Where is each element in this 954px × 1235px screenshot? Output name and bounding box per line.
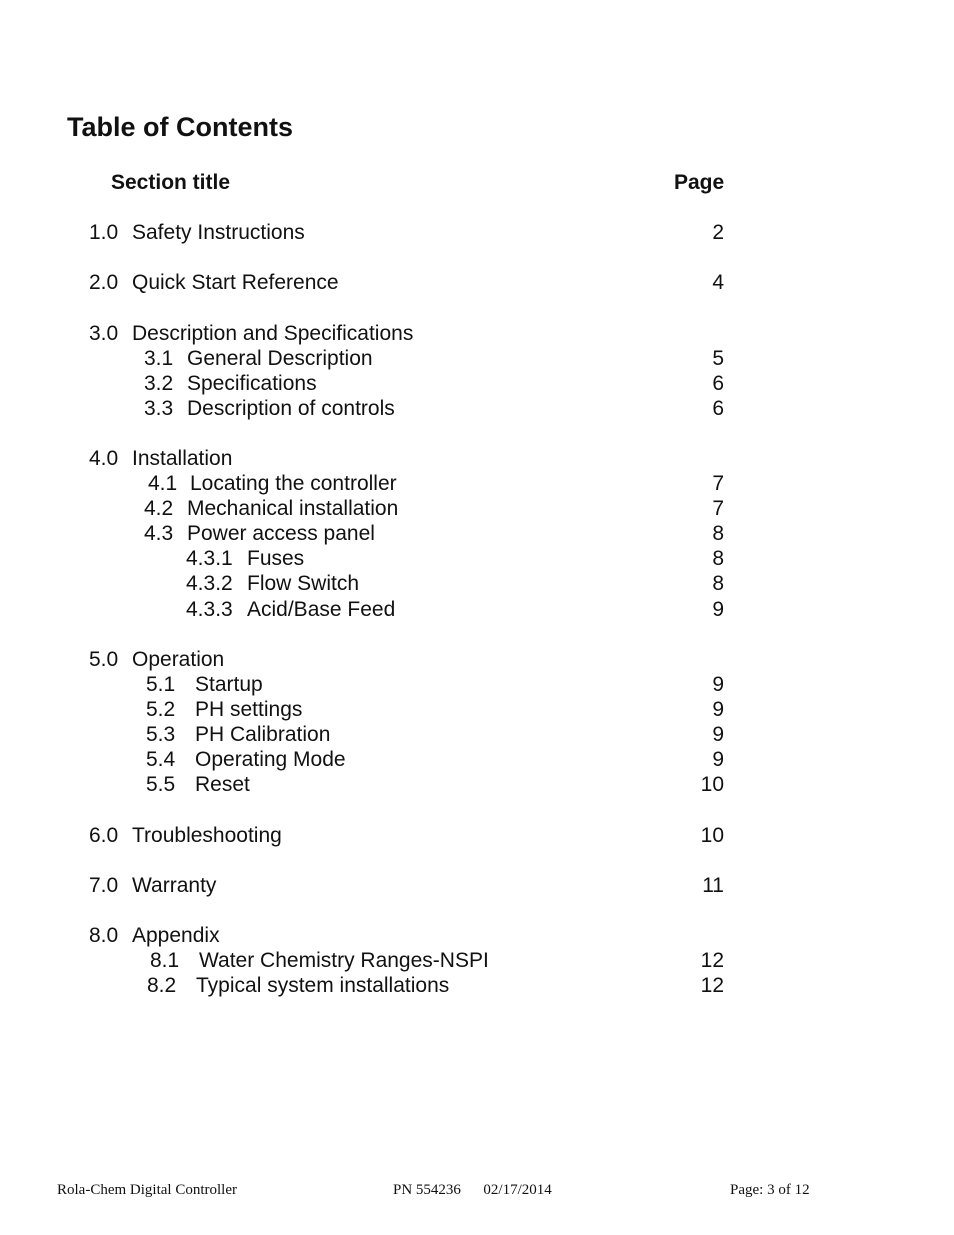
toc-entry-4-3-3 — [0, 598, 954, 623]
entry-number: 1.0 — [89, 221, 119, 244]
toc-entry-7-0 — [0, 874, 954, 899]
entry-title: General Description — [187, 347, 373, 370]
toc-entry-4-3-1 — [0, 547, 954, 572]
entry-number: 3.2 — [144, 372, 174, 395]
entry-page: 6 — [712, 372, 724, 395]
entry-title: Fuses — [247, 547, 305, 570]
entry-page: 5 — [712, 347, 724, 370]
entry-title: Typical system installations — [196, 974, 450, 997]
entry-number: 8.2 — [147, 974, 177, 997]
entry-number: 4.3.2 — [186, 572, 233, 595]
toc-entry-5-0 — [0, 648, 954, 673]
entry-number: 5.2 — [146, 698, 176, 721]
entry-title: Description of controls — [187, 397, 395, 420]
section-title-header: Section title — [111, 171, 231, 194]
entry-page: 10 — [700, 773, 724, 796]
entry-title: Startup — [195, 673, 263, 696]
entry-page: 9 — [712, 748, 724, 771]
entry-page: 9 — [712, 673, 724, 696]
entry-number: 4.3.1 — [186, 547, 233, 570]
toc-entry-8-2 — [0, 974, 954, 999]
entry-number: 4.3.3 — [186, 598, 233, 621]
entry-page: 9 — [712, 723, 724, 746]
toc-entry-5-2 — [0, 698, 954, 723]
entry-page: 9 — [712, 698, 724, 721]
entry-title: Warranty — [132, 874, 217, 897]
entry-number: 2.0 — [89, 271, 119, 294]
entry-number: 5.5 — [146, 773, 176, 796]
toc-entry-8-0 — [0, 924, 954, 949]
entry-title: PH settings — [195, 698, 303, 721]
entry-title: Appendix — [132, 924, 220, 947]
entry-title: Description and Specifications — [132, 322, 414, 345]
page-header: Page — [674, 171, 725, 194]
toc-entry-5-1 — [0, 673, 954, 698]
toc-entry-4-2 — [0, 497, 954, 522]
entry-number: 4.0 — [89, 447, 119, 470]
toc-entry-4-3-2 — [0, 572, 954, 597]
entry-number: 3.1 — [144, 347, 174, 370]
entry-page: 7 — [712, 497, 724, 520]
toc-entry-6-0 — [0, 824, 954, 849]
entry-page: 7 — [712, 472, 724, 495]
toc-entry-3-0 — [0, 322, 954, 347]
entry-title: Operating Mode — [195, 748, 346, 771]
entry-title: Quick Start Reference — [132, 271, 339, 294]
toc-entry-4-0 — [0, 447, 954, 472]
entry-title: Flow Switch — [247, 572, 360, 595]
toc-entry-1-0 — [0, 221, 954, 246]
footer-page-number: Page: 3 of 12 — [730, 1182, 810, 1198]
page-title: Table of Contents — [67, 112, 293, 142]
entry-number: 5.3 — [146, 723, 176, 746]
entry-number: 7.0 — [89, 874, 119, 897]
footer-product-name: Rola-Chem Digital Controller — [57, 1182, 237, 1198]
entry-title: Water Chemistry Ranges-NSPI — [199, 949, 489, 972]
entry-title: Specifications — [187, 372, 317, 395]
entry-title: Safety Instructions — [132, 221, 305, 244]
toc-entry-5-4 — [0, 748, 954, 773]
entry-page: 6 — [712, 397, 724, 420]
entry-title: PH Calibration — [195, 723, 331, 746]
entry-page: 8 — [712, 547, 724, 570]
entry-number: 5.0 — [89, 648, 119, 671]
entry-number: 4.3 — [144, 522, 174, 545]
entry-page: 12 — [700, 974, 724, 997]
entry-page: 11 — [702, 874, 724, 897]
entry-number: 5.4 — [146, 748, 176, 771]
entry-page: 8 — [712, 572, 724, 595]
toc-entry-5-5 — [0, 773, 954, 798]
entry-title: Operation — [132, 648, 225, 671]
toc-entry-3-2 — [0, 372, 954, 397]
entry-number: 3.3 — [144, 397, 174, 420]
entry-title: Troubleshooting — [132, 824, 282, 847]
entry-page: 8 — [712, 522, 724, 545]
toc-entry-8-1 — [0, 949, 954, 974]
entry-number: 8.1 — [150, 949, 180, 972]
entry-title: Locating the controller — [190, 472, 397, 495]
toc-entry-3-3 — [0, 397, 954, 422]
entry-number: 3.0 — [89, 322, 119, 345]
toc-entry-4-1 — [0, 472, 954, 497]
entry-title: Installation — [132, 447, 233, 470]
footer-part-number-date: PN 554236 02/17/2014 — [393, 1182, 552, 1198]
toc-entry-3-1 — [0, 347, 954, 372]
entry-title: Reset — [195, 773, 250, 796]
entry-number: 4.2 — [144, 497, 174, 520]
toc-entry-4-3 — [0, 522, 954, 547]
entry-number: 5.1 — [146, 673, 176, 696]
entry-title: Power access panel — [187, 522, 375, 545]
toc-entry-2-0 — [0, 271, 954, 296]
entry-number: 8.0 — [89, 924, 119, 947]
entry-page: 4 — [712, 271, 724, 294]
entry-page: 12 — [700, 949, 724, 972]
entry-page: 2 — [712, 221, 724, 244]
toc-entry-5-3 — [0, 723, 954, 748]
entry-title: Acid/Base Feed — [247, 598, 396, 621]
entry-number: 6.0 — [89, 824, 119, 847]
entry-number: 4.1 — [148, 472, 178, 495]
entry-title: Mechanical installation — [187, 497, 399, 520]
entry-page: 9 — [712, 598, 724, 621]
entry-page: 10 — [700, 824, 724, 847]
